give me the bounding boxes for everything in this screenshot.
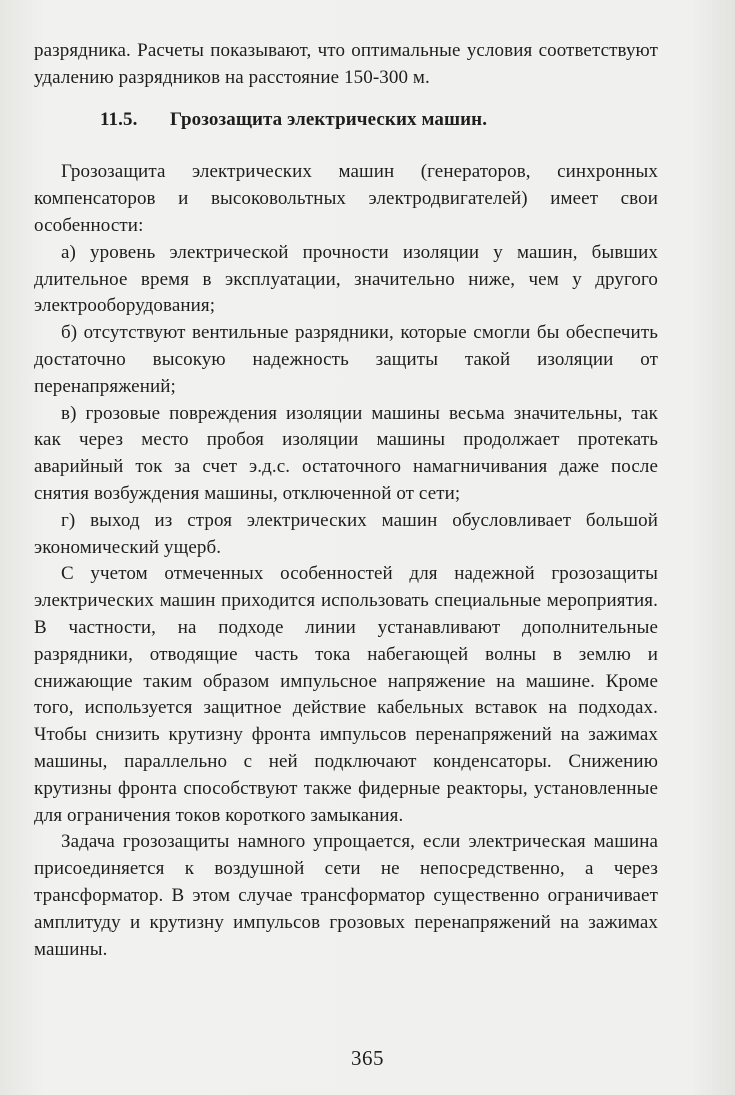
section-number: 11.5. <box>100 108 138 130</box>
paragraph-measures: С учетом отмеченных особенностей для надежной грозозащиты электрических машин приходится использовать специальные мероприятия. В частности, на подходе линии устанавливают дополнительные разрядники, отводящие часть тока набегающей волны в землю и снижающие таким образом импульсное напряжение на машине. Кроме того, используется защитное действие кабельных вставок на подходах. Чтобы снизить крутизну фронта импульсов перенапряжений на зажимах машины, параллельно с ней подключают конденсаторы. Снижению крутизны фронта способствуют также фидерные реакторы, установленные для ограничения токов короткого замыкания. <box>34 563 658 826</box>
list-item-b: б) отсутствуют вентильные разрядники, которые смогли бы обеспечить достаточно высокую надежность защиты такой изоляции от перенапряжений; <box>34 322 658 397</box>
list-item-c: в) грозовые повреждения изоляции машины весьма значительны, так как через место пробоя изоляции машины продолжает протекать аварийный ток за счет э.д.с. остаточного намагничивания даже после снятия возбуждения машины, отключенной от сети; <box>34 402 658 504</box>
list-item-d: г) выход из строя электрических машин обусловливает большой экономический ущерб. <box>34 509 658 558</box>
page-text <box>34 38 658 963</box>
intro-paragraph: разрядника. Расчеты показывают, что оптимальные условия соответствуют удалению разрядников на расстояние 150-300 м. <box>34 40 658 88</box>
section-heading <box>34 107 658 134</box>
paragraph-intro-features: Грозозащита электрических машин (генераторов, синхронных компенсаторов и высоковольтных электродвигателей) имеет свои особенности: <box>34 161 658 236</box>
section-title: Грозозащита электрических машин. <box>170 108 488 130</box>
list-item-a: а) уровень электрической прочности изоляции у машин, бывших длительное время в эксплуатации, значительно ниже, чем у другого электрооборудования; <box>34 241 658 317</box>
page-number: 365 <box>351 1046 384 1070</box>
paragraph-transformer: Задача грозозащиты намного упрощается, если электрическая машина присоединяется к воздушной сети не непосредственно, а через трансформатор. В этом случае трансформатор существенно ограничивает амплитуду и крутизну импульсов грозовых перенапряжений на зажимах машины. <box>34 831 658 960</box>
